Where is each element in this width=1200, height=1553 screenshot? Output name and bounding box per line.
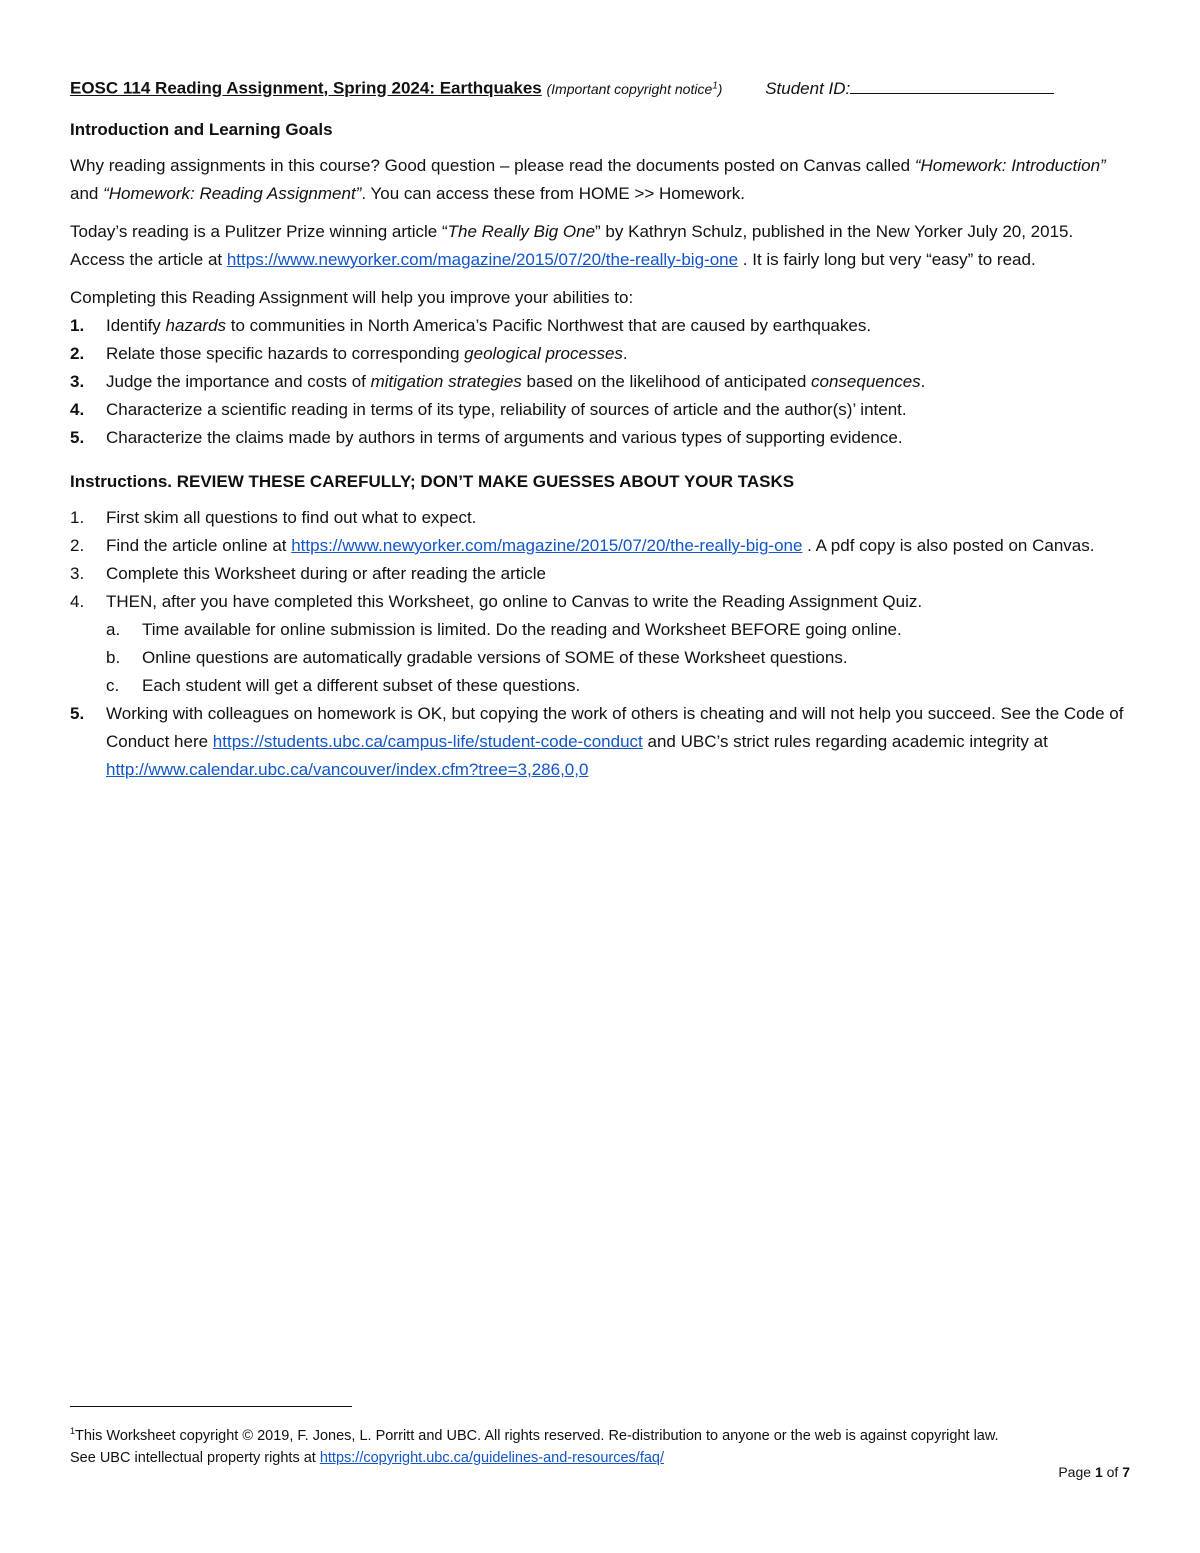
intro-paragraph-1: Why reading assignments in this course? Good question – please read the documents posted on Canvas called “Homework: Introduction” and “Homework: Reading Assignment”. You can access these from HOME >> Homework. bbox=[70, 156, 1106, 203]
footnote bbox=[70, 1420, 1130, 1469]
document-title: EOSC 114 Reading Assignment, Spring 2024: Earthquakes bbox=[70, 78, 542, 98]
list-item: 4. Characterize a scientific reading in terms of its type, reliability of sources of article and the author(s)’ intent. bbox=[70, 400, 907, 419]
list-item: 1. First skim all questions to find out what to expect. bbox=[70, 508, 477, 527]
article-link-2[interactable]: https://www.newyorker.com/magazine/2015/07/20/the-really-big-one bbox=[291, 536, 803, 555]
academic-integrity-link[interactable]: http://www.calendar.ubc.ca/vancouver/index.cfm?tree=3,286,0,0 bbox=[106, 760, 589, 779]
footnote-ref[interactable]: 1 bbox=[712, 80, 718, 91]
list-item: 3. Judge the importance and costs of mitigation strategies based on the likelihood of anticipated consequences. bbox=[70, 372, 926, 391]
footnote-divider bbox=[70, 1406, 352, 1407]
list-item: 3. Complete this Worksheet during or after reading the article bbox=[70, 564, 547, 583]
list-item: 5. Characterize the claims made by authors in terms of arguments and various types of supporting evidence. bbox=[70, 428, 903, 447]
document-page bbox=[70, 0, 1130, 1553]
copyright-notice: (Important copyright notice$^1$) bbox=[546, 80, 723, 97]
document-body bbox=[70, 118, 1130, 794]
list-item: b. Online questions are automatically gradable versions of SOME of these Worksheet questions. bbox=[106, 648, 848, 667]
list-item: 5. Working with colleagues on homework is OK, but copying the work of others is cheating and will not help you succeed. See the Code of Conduct here https://students.ubc.ca/campus-life/student-code-conduct and UBC’s strict rules regarding academic integrity at http://www.calendar.ubc.ca/vancouver/index.cfm?tree=3,286,0,0 bbox=[70, 704, 1124, 779]
learning-goals-list bbox=[70, 312, 1130, 452]
instructions-heading: Instructions. REVIEW THESE CAREFULLY; DON’T MAKE GUESSES ABOUT YOUR TASKS bbox=[70, 472, 795, 491]
student-id-field[interactable] bbox=[850, 75, 1054, 94]
sub-list bbox=[106, 616, 1130, 700]
list-item: 4. THEN, after you have completed this Worksheet, go online to Canvas to write the Reading Assignment Quiz. a. Time available for online submission is limited. Do the reading and Worksheet BEFORE going online. b. Online questions are automatically gradable versions of SOME of these Worksheet questions. c. Each student will get a different subset of these questions. bbox=[70, 588, 1130, 700]
page-number: Page 1 of 7 bbox=[1058, 1464, 1130, 1480]
intro-paragraph-3: Completing this Reading Assignment will help you improve your abilities to: bbox=[70, 288, 634, 307]
article-link[interactable]: https://www.newyorker.com/magazine/2015/07/20/the-really-big-one bbox=[226, 250, 739, 269]
footnote-line-1: $^1$This Worksheet copyright © 2019, F. Jones, L. Porritt and UBC. All rights reserved. Re-distribution to anyone or the web is against copyright law. bbox=[70, 1426, 999, 1444]
document-header bbox=[70, 74, 1130, 101]
code-of-conduct-link[interactable]: https://students.ubc.ca/campus-life/student-code-conduct bbox=[212, 732, 643, 751]
student-id-label: Student ID: bbox=[765, 78, 851, 98]
intro-paragraph-2: Today’s reading is a Pulitzer Prize winning article “The Really Big One” by Kathryn Schulz, published in the New Yorker July 20, 2015. Access the article at https://www.newyorker.com/magazine/2015/07/20/the-really-big-one . It is fairly long but very “easy” to read. bbox=[70, 222, 1074, 269]
list-item: 1. Identify hazards to communities in North America’s Pacific Northwest that are caused by earthquakes. bbox=[70, 316, 872, 335]
list-item: a. Time available for online submission is limited. Do the reading and Worksheet BEFORE going online. bbox=[106, 620, 902, 639]
list-item: c. Each student will get a different subset of these questions. bbox=[106, 676, 581, 695]
copyright-faq-link[interactable]: https://copyright.ubc.ca/guidelines-and-resources/faq/ bbox=[319, 1449, 665, 1466]
footnote-line-2: See UBC intellectual property rights at https://copyright.ubc.ca/guidelines-and-resources/faq/ bbox=[70, 1449, 665, 1466]
instructions-list bbox=[70, 504, 1130, 784]
list-item: 2. Find the article online at https://www.newyorker.com/magazine/2015/07/20/the-really-big-one . A pdf copy is also posted on Canvas. bbox=[70, 536, 1095, 555]
intro-heading: Introduction and Learning Goals bbox=[70, 120, 333, 139]
list-item: 2. Relate those specific hazards to corresponding geological processes. bbox=[70, 344, 628, 363]
